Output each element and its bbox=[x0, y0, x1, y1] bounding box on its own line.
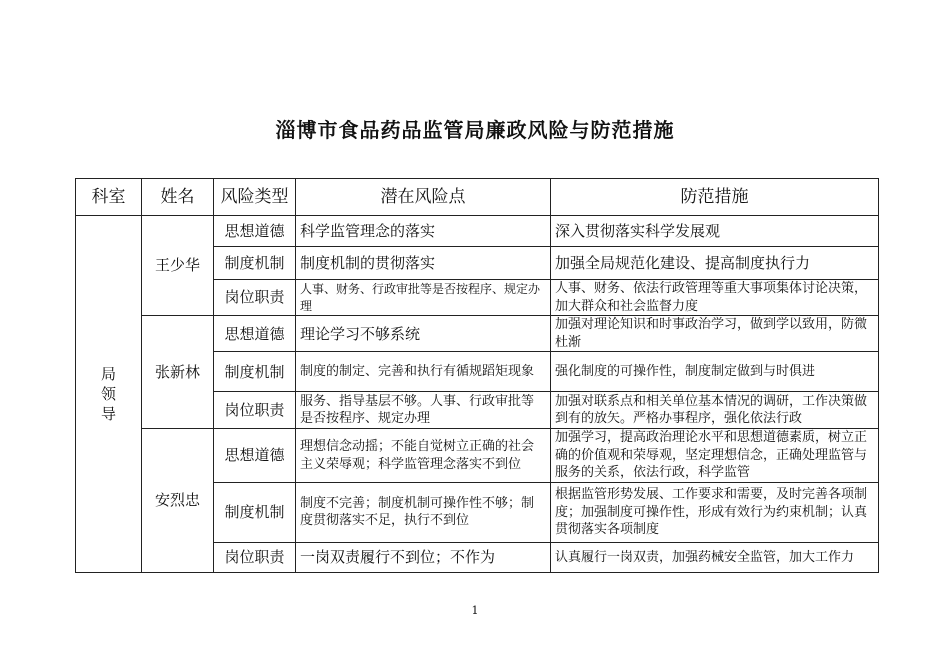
prevention-measure: 加强学习，提高政治理论水平和思想道德素质，树立正确的价值观和荣辱观，坚定理想信念，正确处理监管与服务的关系，依法行政，科学监管 bbox=[551, 429, 879, 483]
risk-type: 思想道德 bbox=[214, 216, 296, 247]
prevention-measure: 强化制度的可操作性，制度制定做到与时俱进 bbox=[551, 352, 879, 392]
header-dept: 科室 bbox=[76, 179, 142, 216]
risk-point: 制度的制定、完善和执行有循规蹈矩现象 bbox=[296, 352, 551, 392]
prevention-measure: 加强全局规范化建设、提高制度执行力 bbox=[551, 247, 879, 280]
person-name: 王少华 bbox=[142, 216, 214, 316]
risk-point: 服务、指导基层不够。人事、行政审批等是否按程序、规定办理 bbox=[296, 392, 551, 429]
table-row bbox=[76, 429, 879, 483]
risk-point: 制度不完善；制度机制可操作性不够；制度贯彻落实不足，执行不到位 bbox=[296, 482, 551, 542]
header-risk: 潜在风险点 bbox=[296, 179, 551, 216]
header-measure: 防范措施 bbox=[551, 179, 879, 216]
prevention-measure: 根据监管形势发展、工作要求和需要，及时完善各项制度；加强制度可操作性，形成有效行为约束机制；认真贯彻落实各项制度 bbox=[551, 482, 879, 542]
risk-type: 岗位职责 bbox=[214, 542, 296, 572]
document-title: 淄博市食品药品监管局廉政风险与防范措施 bbox=[275, 118, 675, 142]
risk-type: 制度机制 bbox=[214, 482, 296, 542]
risk-point: 一岗双责履行不到位；不作为 bbox=[296, 542, 551, 572]
risk-type: 岗位职责 bbox=[214, 280, 296, 316]
risk-point: 理想信念动摇；不能自觉树立正确的社会主义荣辱观；科学监管理念落实不到位 bbox=[296, 429, 551, 483]
risk-point: 制度机制的贯彻落实 bbox=[296, 247, 551, 280]
table-row bbox=[76, 216, 879, 247]
header-type: 风险类型 bbox=[214, 179, 296, 216]
risk-type: 制度机制 bbox=[214, 247, 296, 280]
prevention-measure: 认真履行一岗双责，加强药械安全监管，加大工作力 bbox=[551, 542, 879, 572]
risk-type: 思想道德 bbox=[214, 429, 296, 483]
risk-type: 岗位职责 bbox=[214, 392, 296, 429]
risk-point: 科学监管理念的落实 bbox=[296, 216, 551, 247]
person-name: 张新林 bbox=[142, 316, 214, 429]
header-name: 姓名 bbox=[142, 179, 214, 216]
risk-table bbox=[75, 178, 879, 573]
risk-type: 制度机制 bbox=[214, 352, 296, 392]
header-row bbox=[76, 179, 879, 216]
risk-type: 思想道德 bbox=[214, 316, 296, 352]
table-row bbox=[76, 316, 879, 352]
risk-point: 理论学习不够系统 bbox=[296, 316, 551, 352]
risk-point: 人事、财务、行政审批等是否按程序、规定办理 bbox=[296, 280, 551, 316]
prevention-measure: 深入贯彻落实科学发展观 bbox=[551, 216, 879, 247]
page-number: 1 bbox=[471, 604, 479, 617]
dept-label: 局领导 bbox=[100, 364, 116, 424]
person-name: 安烈忠 bbox=[142, 429, 214, 573]
dept-cell bbox=[76, 216, 142, 573]
prevention-measure: 加强对联系点和相关单位基本情况的调研，工作决策做到有的放矢。严格办事程序，强化依法行政 bbox=[551, 392, 879, 429]
prevention-measure: 加强对理论知识和时事政治学习，做到学以致用，防微杜渐 bbox=[551, 316, 879, 352]
prevention-measure: 人事、财务、依法行政管理等重大事项集体讨论决策，加大群众和社会监督力度 bbox=[551, 280, 879, 316]
